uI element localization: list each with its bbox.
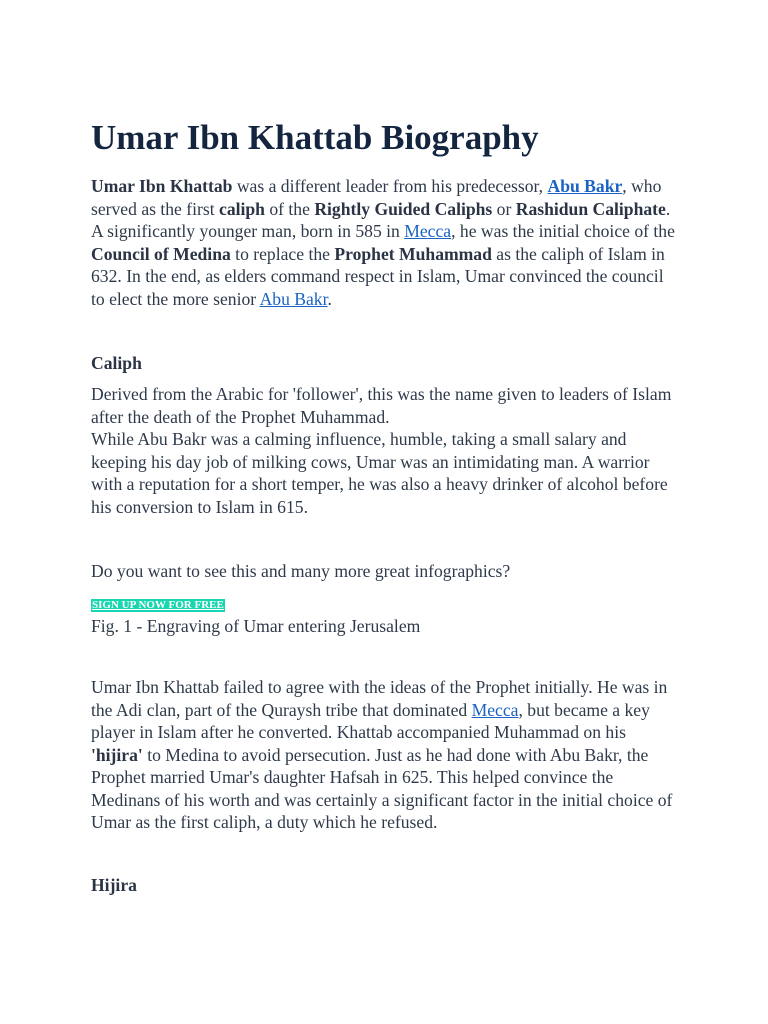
bold-term-umar: Umar Ibn Khattab bbox=[91, 176, 233, 196]
signup-button[interactable]: SIGN UP NOW FOR FREE bbox=[92, 599, 224, 611]
text-span: of the bbox=[264, 198, 315, 219]
text-span: , but became a key player in Islam after he converted. Khattab accompanied Muhammad on his bbox=[91, 699, 650, 742]
text-span: was a different leader from his predecessor, bbox=[232, 176, 548, 196]
bold-term-council: Council of Medina bbox=[91, 243, 231, 264]
bold-term-rashidun: Rashidun Caliphate bbox=[515, 198, 666, 219]
promo-question: Do you want to see this and many more great infographics? bbox=[91, 561, 511, 581]
page-title: Umar Ibn Khattab Biography bbox=[91, 118, 539, 157]
link-abu-bakr-2[interactable]: Abu Bakr bbox=[259, 288, 328, 309]
text-span: Umar Ibn Khattab failed to agree with the ideas of the Prophet initially. He was in the Adi clan, part of the Quraysh tribe that dominated bbox=[91, 677, 668, 720]
text-span: to replace the bbox=[230, 243, 335, 264]
figure-caption: Fig. 1 - Engraving of Umar entering Jerusalem bbox=[91, 616, 421, 636]
hijira-heading: Hijira bbox=[91, 875, 137, 895]
text-span: , he was the initial choice of the bbox=[451, 221, 675, 241]
text-span: to Medina to avoid persecution. Just as he had done with Abu Bakr, the Prophet married Umar's daughter Hafsah in 625. This helped convince the Medinans of his worth and was certainly a significant factor in the initial choice of Umar as the first caliph, a duty which he refused. bbox=[91, 744, 673, 832]
bold-term-hijira: 'hijira' bbox=[91, 744, 143, 765]
caliph-definition: Derived from the Arabic for 'follower', this was the name given to leaders of Islam after the death of the Prophet Muhammad. bbox=[91, 384, 672, 427]
text-span: as the caliph of Islam in 632. In the end, as elders command respect in Islam, Umar convinced the council to elect the more senior bbox=[91, 243, 665, 309]
text-span: , who served as the first bbox=[91, 176, 662, 219]
link-mecca-2[interactable]: Mecca bbox=[471, 699, 519, 720]
text-span: or bbox=[492, 198, 516, 219]
text-span: . A significantly younger man, born in 585 in bbox=[91, 198, 671, 241]
body-paragraph-2: While Abu Bakr was a calming influence, humble, taking a small salary and keeping his day job of milking cows, Umar was an intimidating man. A warrior with a reputation for a short temper, he was also a heavy drinker of alcohol before his conversion to Islam in 615. bbox=[91, 429, 668, 517]
caliph-heading: Caliph bbox=[91, 353, 142, 373]
link-abu-bakr[interactable]: Abu Bakr bbox=[547, 176, 623, 196]
bold-term-caliph: caliph bbox=[219, 198, 265, 219]
text-span: . bbox=[327, 288, 332, 309]
link-mecca[interactable]: Mecca bbox=[404, 221, 452, 241]
body-paragraph-3 bbox=[91, 676, 676, 834]
bold-term-rightly-guided: Rightly Guided Caliphs bbox=[314, 198, 493, 219]
intro-paragraph bbox=[91, 175, 676, 310]
bold-term-prophet: Prophet Muhammad bbox=[334, 243, 492, 264]
